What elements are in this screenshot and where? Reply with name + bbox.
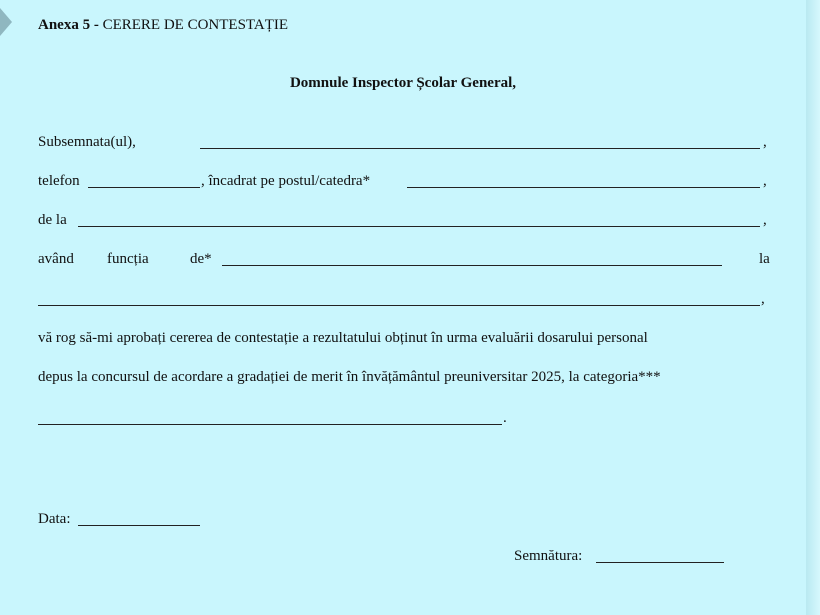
institution-label: de la (38, 212, 67, 228)
name-label: Subsemnata(ul), (38, 134, 136, 150)
annex-heading (38, 16, 288, 34)
salutation: Domnule Inspector Școlar General, (289, 75, 517, 91)
role-word-avand: având (38, 251, 74, 267)
phone-field[interactable] (88, 187, 200, 188)
category-field[interactable] (38, 424, 502, 425)
institution-field[interactable] (78, 226, 760, 227)
institution-comma: , (763, 212, 767, 228)
position-label: , încadrat pe postul/catedra* (201, 173, 371, 189)
unit-comma: , (761, 291, 765, 307)
role-word-de: de* (190, 251, 212, 267)
phone-label: telefon (38, 173, 80, 189)
position-field[interactable] (407, 187, 760, 188)
signature-label: Semnătura: (514, 548, 583, 564)
role-field[interactable] (222, 265, 722, 266)
page-edge (806, 0, 820, 615)
request-paragraph-line-1: vă rog să-mi aprobați cererea de contestație a rezultatului obținut în urma evaluării dosarului personal (38, 330, 648, 346)
date-label: Data: (38, 511, 71, 527)
unit-field[interactable] (38, 305, 760, 306)
date-field[interactable] (78, 525, 200, 526)
role-word-functia: funcția (107, 251, 149, 267)
signature-field[interactable] (596, 562, 724, 563)
position-comma: , (763, 173, 767, 189)
name-field[interactable] (200, 148, 760, 149)
page-corner-marker (0, 8, 12, 36)
role-la: la (759, 251, 770, 267)
name-comma: , (763, 134, 767, 150)
request-paragraph-line-2: depus la concursul de acordare a gradației de merit în învățământul preuniversitar 2025, la categoria*** (38, 369, 661, 385)
category-period: . (503, 410, 507, 426)
annex-title: CERERE DE CONTESTAȚIE (102, 17, 289, 33)
annex-label: Anexa 5 - (38, 17, 99, 33)
